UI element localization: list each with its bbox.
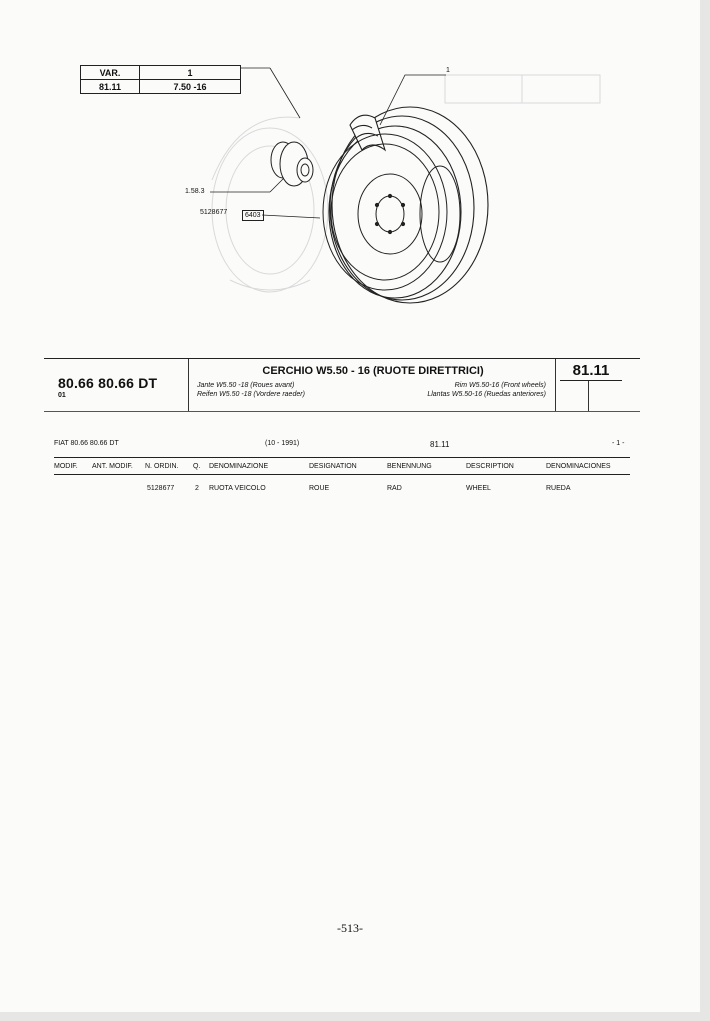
- group-code: 81.11: [572, 362, 610, 379]
- wheel-exploded-drawing: [0, 0, 710, 340]
- var-label: VAR.: [81, 66, 140, 80]
- var-number: 1: [140, 66, 241, 80]
- scan-edge-bottom: [0, 1012, 710, 1021]
- col-ordin: N. ORDIN.: [145, 463, 179, 470]
- header-divider-2: [555, 359, 556, 411]
- col-benennung: BENENNUNG: [387, 463, 432, 470]
- hub-assembly: [271, 142, 313, 186]
- meta-sheet: - 1 -: [612, 440, 625, 447]
- var-group: 81.11: [81, 80, 140, 94]
- column-rule-top: [54, 457, 630, 458]
- row-benennung: RAD: [387, 485, 402, 492]
- header-rule-top: [44, 358, 640, 359]
- description-english: Rim W5.50-16 (Front wheels): [454, 382, 546, 389]
- description-spanish: Llantas W5.50-16 (Ruedas anteriores): [427, 391, 546, 398]
- section-title: CERCHIO W5.50 - 16 (RUOTE DIRETTRICI): [262, 365, 484, 377]
- row-designation: ROUE: [309, 485, 330, 492]
- header-divider-1: [188, 359, 189, 411]
- page-number: -513-: [337, 921, 363, 935]
- col-designation: DESIGNATION: [309, 463, 357, 470]
- callout-item-1: 1: [446, 67, 450, 74]
- meta-group: 81.11: [430, 440, 450, 449]
- row-denominazione: RUOTA VEICOLO: [209, 485, 266, 492]
- model-name: 80.66 80.66 DT: [58, 375, 158, 391]
- group-code-underline: [560, 380, 622, 381]
- col-denominaciones: DENOMINACIONES: [546, 463, 611, 470]
- column-rule-bottom: [54, 474, 630, 475]
- callout-hub: 1.58.3: [185, 188, 205, 195]
- meta-date: (10 - 1991): [265, 440, 300, 447]
- col-ant-modif: ANT. MODIF.: [92, 463, 133, 470]
- callout-boxed-code: 6403: [242, 210, 264, 221]
- model-variant: 01: [58, 392, 66, 399]
- col-denominazione: DENOMINAZIONE: [209, 463, 269, 470]
- description-german: Reifen W5.50 -18 (Vordere raeder): [197, 391, 305, 398]
- row-qty: 2: [195, 485, 199, 492]
- header-rule-bottom: [44, 411, 640, 412]
- col-description: DESCRIPTION: [466, 463, 514, 470]
- var-tyre-size: 7.50 -16: [140, 80, 241, 94]
- leader-lines: [210, 68, 446, 218]
- col-qty: Q.: [193, 463, 201, 470]
- row-description: WHEEL: [466, 485, 491, 492]
- row-denominaciones: RUEDA: [546, 485, 571, 492]
- callout-part-number: 5128677: [200, 209, 228, 216]
- meta-model: FIAT 80.66 80.66 DT: [54, 440, 119, 447]
- row-ordin: 5128677: [147, 485, 175, 492]
- description-french: Jante W5.50 -18 (Roues avant): [197, 382, 295, 389]
- col-modif: MODIF.: [54, 463, 78, 470]
- header-divider-3: [588, 380, 589, 411]
